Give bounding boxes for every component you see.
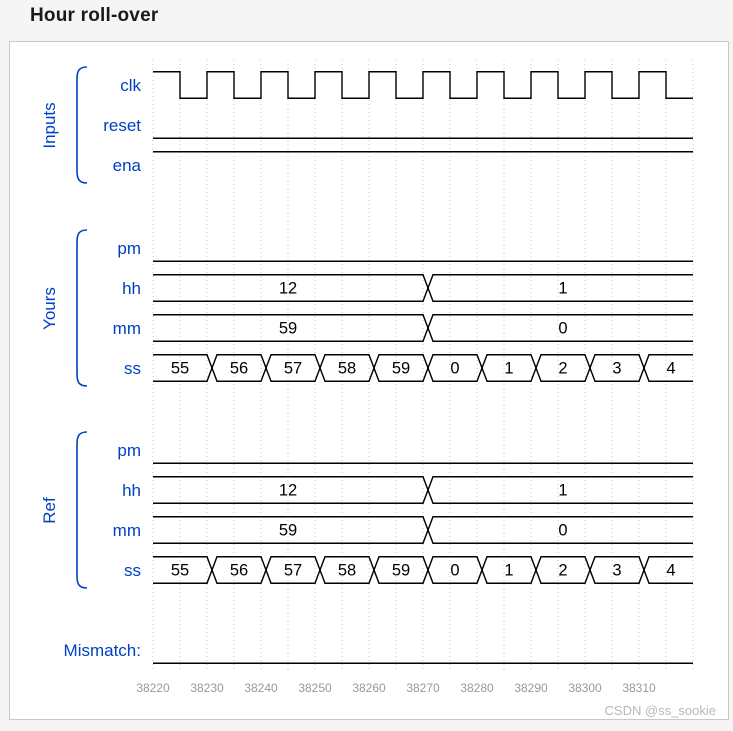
signal-label: Mismatch:: [63, 641, 141, 660]
bus-value: 55: [170, 359, 190, 378]
bus-value: 0: [450, 359, 460, 378]
bus-value: 3: [612, 561, 622, 580]
signal-label: reset: [103, 116, 141, 135]
group-label: Yours: [40, 287, 59, 330]
axis-tick-label: 38220: [136, 681, 170, 695]
bus-value: 58: [337, 561, 357, 580]
axis-tick-label: 38300: [568, 681, 602, 695]
bus-value: 12: [278, 481, 298, 500]
signal-label: pm: [117, 441, 141, 460]
bus-value: 57: [283, 359, 303, 378]
group-brace: [77, 230, 87, 386]
signal-label: pm: [117, 239, 141, 258]
axis-tick-label: 38310: [622, 681, 656, 695]
group-brace: [77, 432, 87, 588]
bus-value: 59: [391, 359, 411, 378]
group-label: Ref: [40, 497, 59, 524]
bus-value: 0: [450, 561, 460, 580]
bus-value: 12: [278, 279, 298, 298]
bus-value: 59: [278, 521, 298, 540]
signal-label: ss: [124, 359, 141, 378]
axis-tick-label: 38240: [244, 681, 278, 695]
axis-tick-label: 38260: [352, 681, 386, 695]
bus-value: 1: [504, 561, 514, 580]
signal-label: mm: [112, 521, 141, 540]
axis-tick-label: 38270: [406, 681, 440, 695]
page-title: Hour roll-over: [30, 5, 159, 26]
group-label: Inputs: [40, 102, 59, 149]
bus-value: 3: [612, 359, 622, 378]
waveform-panel: [9, 41, 729, 720]
watermark: CSDN @ss_sookie: [604, 703, 716, 718]
axis-tick-label: 38250: [298, 681, 332, 695]
signal-label: clk: [120, 76, 141, 95]
bus-value: 1: [504, 359, 514, 378]
axis-tick-label: 38230: [190, 681, 224, 695]
signal-label: ss: [124, 561, 141, 580]
bus-value: 0: [558, 319, 568, 338]
bus-value: 0: [558, 521, 568, 540]
axis-tick-label: 38290: [514, 681, 548, 695]
bus-value: 56: [229, 359, 249, 378]
waveform-svg: [10, 42, 728, 719]
bus-value: 2: [558, 359, 568, 378]
bus-value: 1: [558, 279, 568, 298]
bus-value: 2: [558, 561, 568, 580]
bus-value: 58: [337, 359, 357, 378]
clock-wave: [153, 72, 693, 99]
signal-label: ena: [112, 156, 141, 175]
signal-label: hh: [122, 279, 141, 298]
group-brace: [77, 67, 87, 183]
bus-value: 1: [558, 481, 568, 500]
signal-label: mm: [112, 319, 141, 338]
bus-value: 56: [229, 561, 249, 580]
bus-value: 59: [391, 561, 411, 580]
bus-value: 4: [666, 359, 676, 378]
bus-value: 59: [278, 319, 298, 338]
bus-value: 57: [283, 561, 303, 580]
bus-value: 55: [170, 561, 190, 580]
axis-tick-label: 38280: [460, 681, 494, 695]
bus-value: 4: [666, 561, 676, 580]
signal-label: hh: [122, 481, 141, 500]
